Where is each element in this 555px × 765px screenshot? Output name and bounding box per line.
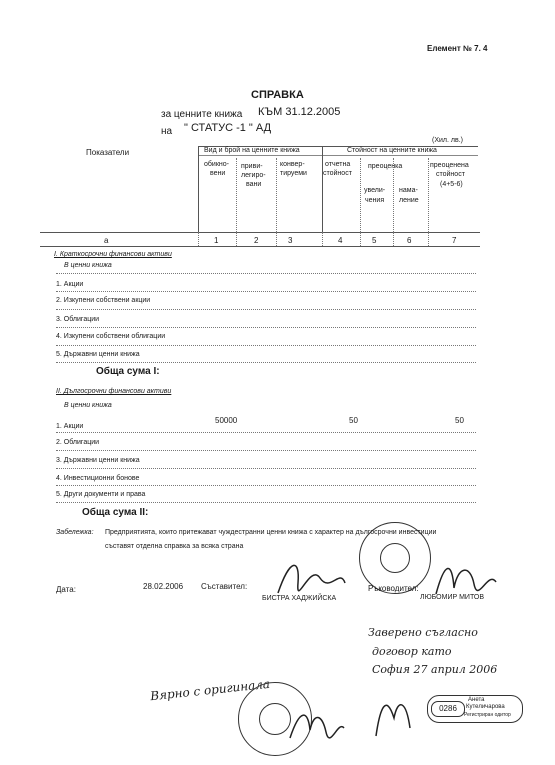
col-label-6: 6 [407,236,412,245]
header-group-value: Стойност на ценните книжа [347,147,437,154]
auditor-stamp-role: Регистриран одитор [464,712,511,718]
section2-title: II. Дългосрочни финансови активи [56,388,172,395]
section1-subtitle: В ценни книжа [64,262,112,269]
hand-note-line1: Заверено съгласно [368,626,478,639]
company-prefix: на [161,126,173,137]
header-col5-b: чения [365,197,385,204]
header-col7-c: (4+5-6) [440,181,463,188]
section2-akcii-value: 50 [349,416,358,425]
header-col1-b: вени [210,170,226,177]
section1-title: I. Краткосрочни финансови активи [54,251,172,258]
company-name: " СТАТУС -1 " АД [184,122,272,134]
col-label-1: 1 [214,236,219,245]
section1-item-3: 3. Облигации [56,316,100,323]
hand-verified: Вярно с оригинала [149,676,271,704]
section2-item-5: 5. Други документи и права [56,491,146,498]
section2-akcii-count: 50000 [215,416,238,425]
header-col7-b: стойност [436,171,465,178]
note-line2: съставят отделна справка за всяка страна [105,543,244,550]
hand-note-line2: договор като [372,645,452,658]
section1-total: Обща сума I: [96,366,160,377]
section2-item-1: 1. Акции [56,423,84,430]
subtitle-date: КЪМ 31.12.2005 [258,106,341,118]
compiler-label: Съставител: [201,582,248,591]
subtitle-prefix: за ценните книжа [161,109,243,120]
note-line1: Предприятията, които притежават чуждестранни ценни книжа с характер на дългосрочни инвестиции [105,529,437,536]
col-label-3: 3 [288,236,293,245]
header-col5-a: увели- [364,187,386,194]
section2-item-3: 3. Държавни ценни книжа [56,457,140,464]
manager-name: ЛЮБОМИР МИТОВ [420,594,485,601]
auditor-signature [368,688,418,743]
header-col2-a: приви- [241,163,263,170]
section2-akcii-revalued: 50 [455,416,464,425]
header-col3-a: конвер- [280,161,305,168]
header-revaluation: преоценка [368,163,403,170]
section1-item-5: 5. Държавни ценни книжа [56,351,140,358]
company-seal-inner [380,543,410,573]
auditor-stamp-name1: Анета [468,697,485,703]
section2-subtitle: В ценни книжа [64,402,112,409]
header-col2-c: вани [246,181,262,188]
unit-label: (Хил. лв.) [432,137,463,144]
compiler-signature [270,553,350,603]
auditor-stamp [427,695,523,723]
header-col7-a: преоценена [430,162,469,169]
auditor-stamp-name2: Кутеличарова [466,704,505,710]
section2-item-2: 2. Облигации [56,439,100,446]
page-title: СПРАВКА [251,89,304,101]
section1-item-2: 2. Изкупени собствени акции [56,297,151,304]
header-col4-a: отчетна [325,161,351,168]
col-label-2: 2 [254,236,259,245]
auditor-stamp-number: 0286 [431,701,465,717]
date-label: Дата: [56,585,76,594]
header-col6-a: нама- [399,187,418,194]
manager-signature [430,556,500,601]
note-label: Забележка: [56,529,94,536]
section2-item-4: 4. Инвестиционни бонове [56,475,140,482]
col-label-7: 7 [452,236,457,245]
manager-label: Ръководител: [368,584,419,593]
section2-total: Обща сума II: [82,507,149,518]
header-col6-b: ление [399,197,419,204]
date-value: 28.02.2006 [143,582,184,591]
compiler-name: БИСТРА ХАДЖИЙСКА [262,595,337,602]
header-col1-a: обикно- [204,161,229,168]
header-indicators: Показатели [86,148,130,157]
lower-signature [286,700,346,745]
header-col3-b: тируеми [280,170,307,177]
col-label-4: 4 [338,236,343,245]
hand-note-line3: София 27 април 2006 [372,663,498,676]
element-ref: Елемент № 7. 4 [427,44,488,53]
header-col2-b: легиро- [241,172,266,179]
header-group-type: Вид и брой на ценните книжа [204,147,300,154]
section1-item-1: 1. Акции [56,281,84,288]
col-label-a: а [104,236,109,245]
header-col4-b: стойност [323,170,352,177]
section1-item-4: 4. Изкупени собствени облигации [56,333,166,340]
col-label-5: 5 [372,236,377,245]
